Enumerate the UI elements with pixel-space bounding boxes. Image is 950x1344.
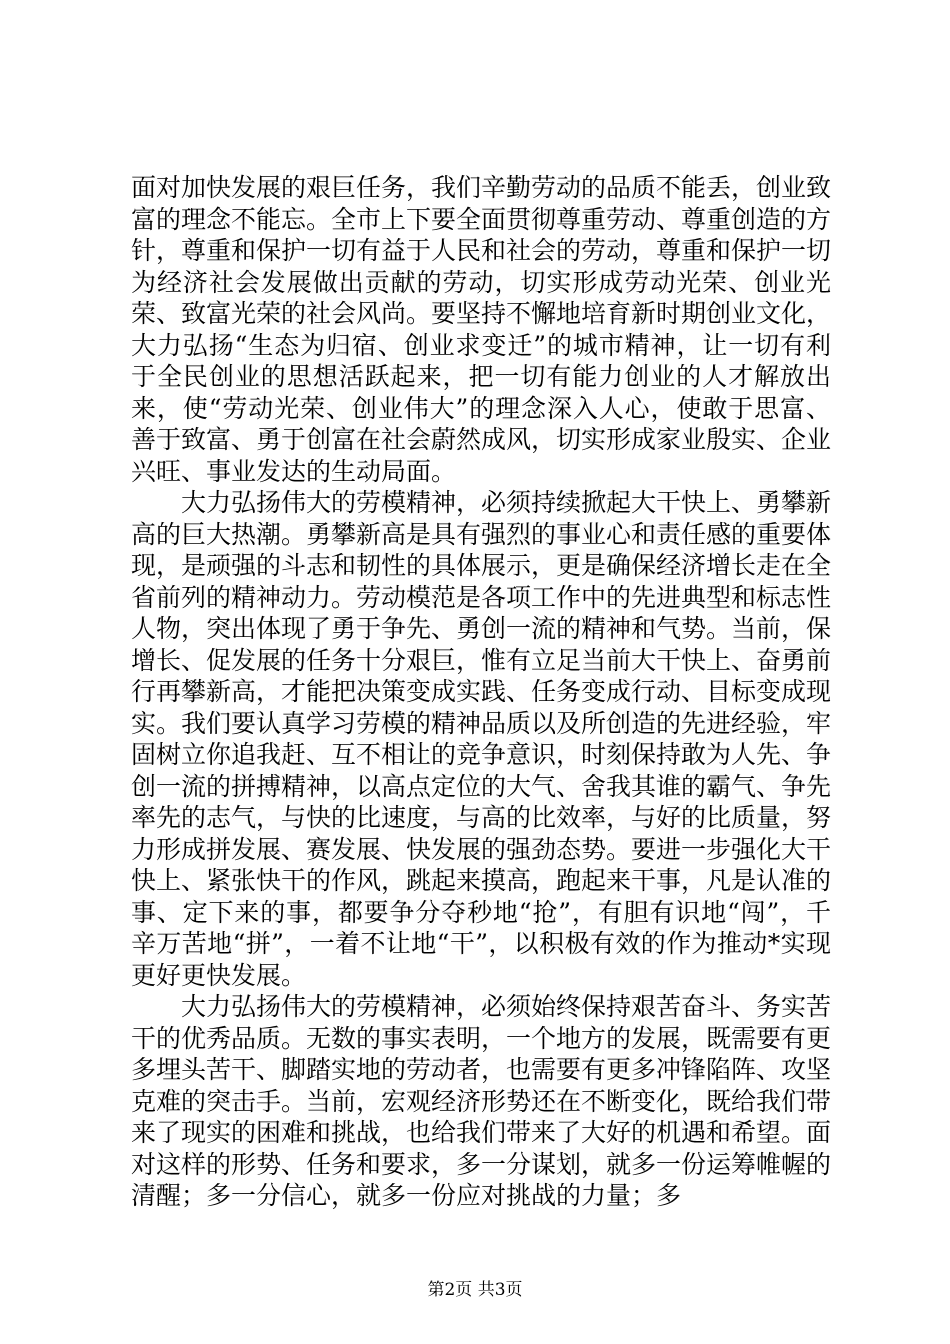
document-body [131,172,831,1212]
paragraph-3: 大力弘扬伟大的劳模精神，必须始终保持艰苦奋斗、务实苦干的优秀品质。无数的事实表明，一个地方的发展，既需要有更多埋头苦干、脚踏实地的劳动者，也需要有更多冲锋陷阵、攻坚克难的突击手。当前，宏观经济形势还在不断变化，既给我们带来了现实的困难和挑战，也给我们带来了大好的机遇和希望。面对这样的形势、任务和要求，多一分谋划，就多一份运筹帷幄的清醒；多一分信心，就多一份应对挑战的力量；多 [131,992,832,1210]
paragraph-2: 大力弘扬伟大的劳模精神，必须持续掀起大干快上、勇攀新高的巨大热潮。勇攀新高是具有强烈的事业心和责任感的重要体现，是顽强的斗志和韧性的具体展示，更是确保经济增长走在全省前列的精神动力。劳动模范是各项工作中的先进典型和标志性人物，突出体现了勇于争先、勇创一流的精神和气势。当前，保增长、促发展的任务十分艰巨，惟有立足当前大干快上、奋勇前行再攀新高，才能把决策变成实践、任务变成行动、目标变成现实。我们要认真学习劳模的精神品质以及所创造的先进经验，牢固树立你追我赶、互不相让的竞争意识，时刻保持敢为人先、争创一流的拼搏精神，以高点定位的大气、舍我其谁的霸气、争先率先的志气，与快的比速度，与高的比效率，与好的比质量，努力形成拼发展、赛发展、快发展的强劲态势。要进一步强化大干快上、紧张快干的作风，跳起来摸高，跑起来干事，凡是认准的事、定下来的事，都要争分夺秒地“抢”，有胆有识地“闯”，千辛万苦地“拼”，一着不让地“干”，以积极有效的作为推动*实现更好更快发展。 [131,488,832,990]
paragraph-1: 面对加快发展的艰巨任务，我们辛勤劳动的品质不能丢，创业致富的理念不能忘。全市上下要全面贯彻尊重劳动、尊重创造的方针，尊重和保护一切有益于人民和社会的劳动，尊重和保护一切为经济社会发展做出贡献的劳动，切实形成劳动光荣、创业光荣、致富光荣的社会风尚。要坚持不懈地培育新时期创业文化，大力弘扬“生态为归宿、创业求变迁”的城市精神，让一切有利于全民创业的思想活跃起来，把一切有能力创业的人才解放出来，使“劳动光荣、创业伟大”的理念深入人心，使敢于思富、善于致富、勇于创富在社会蔚然成风，切实形成家业殷实、企业兴旺、事业发达的生动局面。 [131,173,832,486]
page-footer: 第2页 共3页 [427,1280,523,1300]
